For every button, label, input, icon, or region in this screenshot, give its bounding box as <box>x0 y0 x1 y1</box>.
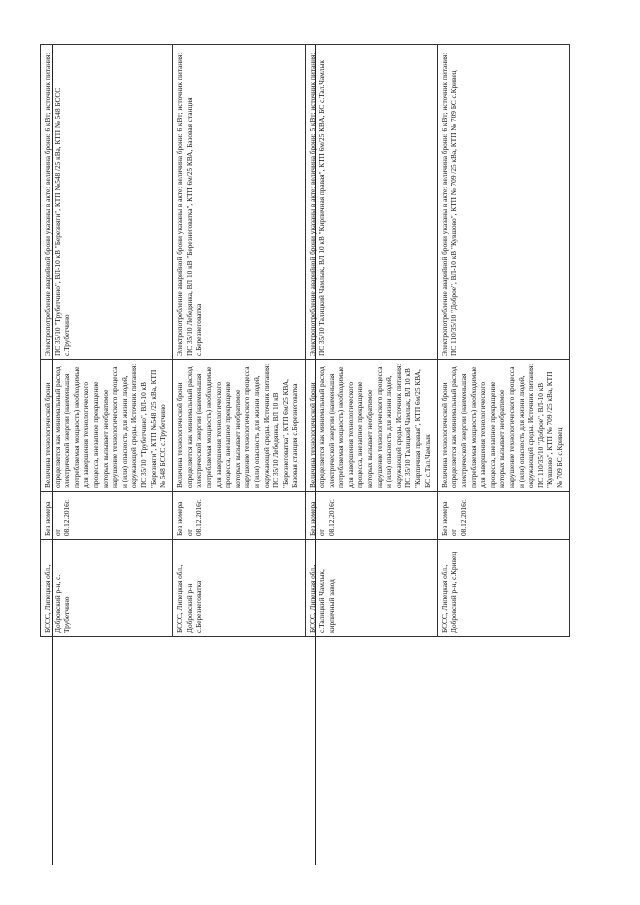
number-cell: Без номера от 08.12.2016г. <box>41 492 173 540</box>
tech-reserve-cell: Величина технологической брони определяется как минимальный расход электрической энергии (наименьшая потребляемая мощность) необходимые для завершения технологического процесса, внезапное прекращение которых вызывает необратимое нарушение технологического процесса и (или) опасность для жизни людей, окружающей среды. Источник питания: ПС 110/35/10 "Доброе", ВЛ-10 кВ "Кувшово", КТП № 709 /25 кВа, КТП № 709 БС с.Кривец <box>437 360 569 492</box>
object-cell: БССС, Липецкая обл., Добровский р-н, с.Кривец <box>437 540 569 637</box>
table-row <box>305 45 437 637</box>
emergency-reserve-cell: Электропотребление аварийной брони указаны в акте: величина брони: 6 кВт; источник питания: ПС 35/10 "Трубетчино", ВЛ-10 кВ "Березняги", КТП №548 /25 кВа, КТП № 548 БССС с.Трубетчино <box>41 45 173 360</box>
table-row <box>173 45 305 637</box>
emergency-reserve-cell: Электропотребление аварийной брони указаны в акте: величина брони: 6 кВт; источник питания: ПС 110/35/10 "Доброе", ВЛ-10 кВ "Кувшово", КТП № 709 /25 кВа, КТП № 709 БС с.Кривец <box>437 45 569 360</box>
object-cell: БССС, Липецкая обл., с.Талицкий Чамлык, кирпичный завод <box>305 540 437 637</box>
number-cell: Без номера от 08.12.2016г. <box>173 492 305 540</box>
emergency-reserve-cell: Электропотребление аварийной брони указаны в акте: величина брони: 5 кВт; источник питания: ПС 35/10 Талицкий Чамлык, ВЛ 10 кВ "Кирпичная правая", КТП 6м/25 КВА, БС с.Тал.Чамлык <box>305 45 437 360</box>
emergency-reserve-cell: Электропотребление аварийной брони указаны в акте: величина брони: 6 кВт; источник питания: ПС 35/10 Лебедянка, ВЛ 10 кВ "Березнеговатка", КТП 6м/25 КВА, Базовая станция с.Березнеговатка <box>173 45 305 360</box>
tech-reserve-cell: Величина технологической брони определяется как минимальный расход электрической энергии (наименьшая потребляемая мощность) необходимые для завершения технологического процесса, внезапное прекращение которых вызывает необратимое нарушение технологического процесса и (или) опасность для жизни людей, окружающей среды. Источник питания: ПС 35/10 Талицкий Чамлык, ВЛ 10 кВ "Кирпичная правая", КТП 6м/25 КВА, БС с.Тал.Чамлык <box>305 360 437 492</box>
number-cell: Без номера от 08.12.2016г. <box>437 492 569 540</box>
number-cell: Без номера от 08.12.2016г. <box>305 492 437 540</box>
reservation-table <box>40 44 570 637</box>
object-cell: БССС, Липецкая обл., Добровский р-н, с. Трубетчино <box>41 540 173 637</box>
table-row <box>437 45 569 637</box>
object-cell: БССС, Липецкая обл., Добровский р-н с.Березнеговатка <box>173 540 305 637</box>
tech-reserve-cell: Величина технологической брони определяется как минимальный расход электрической энергии (наименьшая потребляемая мощность) необходимые для завершения технологического процесса, внезапное прекращение которых вызывает необратимое нарушение технологического процесса и (или) опасность для жизни людей, окружающей среды. Источник питания: ПС 35/10 "Трубетчино", ВЛ-10 кВ "Березняги", КТП №548 /25 кВа, КТП № 548 БССС с.Трубетчино <box>41 360 173 492</box>
rotated-page-content <box>40 45 570 865</box>
table-row <box>41 45 173 637</box>
tech-reserve-cell: Величина технологической брони определяется как минимальный расход электрической энергии (наименьшая потребляемая мощность) необходимые для завершения технологического процесса, внезапное прекращение которых вызывает необратимое нарушение технологического процесса и (или) опасность для жизни людей, окружающей среды. Источник питания: ПС 35/10 Лебедянка, ВЛ 10 кВ "Березнеговатка", КТП 6м/25 КВА, Базовая станция с.Березнеговатка <box>173 360 305 492</box>
